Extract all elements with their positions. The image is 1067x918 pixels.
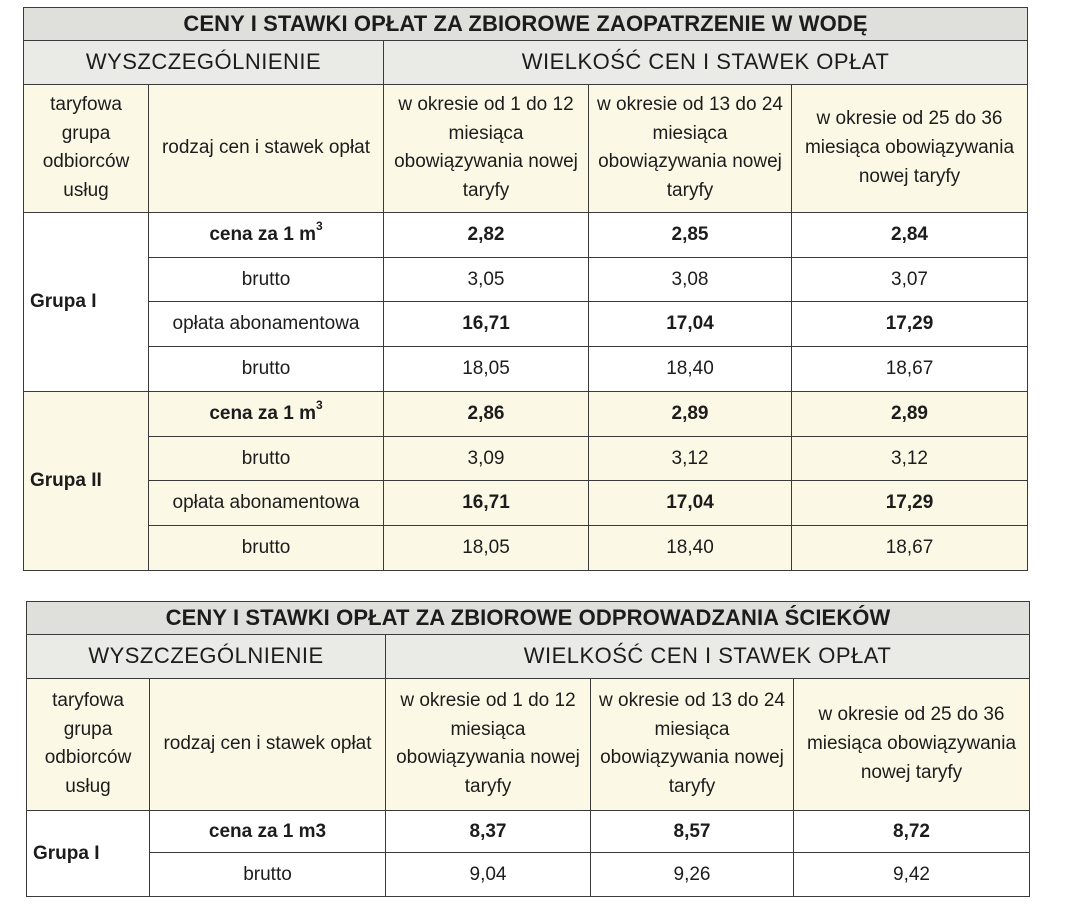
value-cell: 18,67 <box>792 346 1028 391</box>
row-label: cena za 1 $m^3$ <box>149 391 384 436</box>
row-label: brutto <box>149 525 384 570</box>
water-section-right: WIELKOŚĆ CEN I STAWEK OPŁAT <box>384 40 1028 84</box>
value-cell: 18,05 <box>384 346 589 391</box>
group-label: Grupa I <box>24 212 149 391</box>
water-section-left: WYSZCZEGÓLNIENIE <box>24 40 384 84</box>
row-label: brutto <box>149 346 384 391</box>
water-table-title: CENY I STAWKI OPŁAT ZA ZBIOROWE ZAOPATRZENIE W WODĘ <box>24 8 1028 41</box>
table-row <box>24 346 1028 391</box>
sewage-section-right: WIELKOŚĆ CEN I STAWEK OPŁAT <box>386 634 1030 678</box>
row-label: cena za 1 m3 <box>150 810 386 852</box>
value-cell: 8,37 <box>386 810 591 852</box>
value-cell: 2,82 <box>384 212 589 257</box>
value-cell: 17,04 <box>589 480 792 525</box>
row-label: brutto <box>149 436 384 480</box>
value-cell: 17,04 <box>589 301 792 346</box>
row-label: opłata abonamentowa <box>149 301 384 346</box>
value-cell: 17,29 <box>792 480 1028 525</box>
value-cell: 2,89 <box>792 391 1028 436</box>
value-cell: 2,84 <box>792 212 1028 257</box>
value-cell: 3,12 <box>792 436 1028 480</box>
value-cell: 8,57 <box>591 810 794 852</box>
value-cell: 9,26 <box>591 852 794 896</box>
value-cell: 3,12 <box>589 436 792 480</box>
table-row <box>27 810 1030 852</box>
sewage-header-type: rodzaj cen i stawek opłat <box>150 678 386 810</box>
value-cell: 3,07 <box>792 257 1028 301</box>
sewage-header-period-1: w okresie od 1 do 12 miesiąca obowiązywania nowej taryfy <box>386 678 591 810</box>
water-header-group: taryfowa grupa odbiorców usług <box>24 84 149 212</box>
water-header-period-2: w okresie od 13 do 24 miesiąca obowiązywania nowej taryfy <box>589 84 792 212</box>
value-cell: 9,42 <box>794 852 1030 896</box>
group-label: Grupa II <box>24 391 149 570</box>
water-header-type: rodzaj cen i stawek opłat <box>149 84 384 212</box>
table-row <box>24 257 1028 301</box>
water-header-period-1: w okresie od 1 do 12 miesiąca obowiązywania nowej taryfy <box>384 84 589 212</box>
value-cell: 17,29 <box>792 301 1028 346</box>
value-cell: 3,05 <box>384 257 589 301</box>
value-cell: 2,89 <box>589 391 792 436</box>
table-row <box>24 391 1028 436</box>
water-header-period-3: w okresie od 25 do 36 miesiąca obowiązywania nowej taryfy <box>792 84 1028 212</box>
sewage-header-group: taryfowa grupa odbiorców usług <box>27 678 150 810</box>
value-cell: 9,04 <box>386 852 591 896</box>
value-cell: 18,05 <box>384 525 589 570</box>
value-cell: 18,67 <box>792 525 1028 570</box>
group-label: Grupa I <box>27 810 150 896</box>
row-label: brutto <box>150 852 386 896</box>
value-cell: 18,40 <box>589 525 792 570</box>
sewage-table-title: CENY I STAWKI OPŁAT ZA ZBIOROWE ODPROWADZANIA ŚCIEKÓW <box>27 602 1030 635</box>
sewage-header-period-3: w okresie od 25 do 36 miesiąca obowiązywania nowej taryfy <box>794 678 1030 810</box>
value-cell: 3,08 <box>589 257 792 301</box>
table-row <box>24 212 1028 257</box>
table-row <box>24 436 1028 480</box>
table-row <box>24 480 1028 525</box>
value-cell: 18,40 <box>589 346 792 391</box>
table-row <box>27 852 1030 896</box>
sewage-section-left: WYSZCZEGÓLNIENIE <box>27 634 386 678</box>
row-label: opłata abonamentowa <box>149 480 384 525</box>
sewage-header-period-2: w okresie od 13 do 24 miesiąca obowiązywania nowej taryfy <box>591 678 794 810</box>
value-cell: 3,09 <box>384 436 589 480</box>
sewage-tariff-table <box>26 601 1030 897</box>
table-row <box>24 301 1028 346</box>
table-row <box>24 525 1028 570</box>
row-label: cena za 1 $m^3$ <box>149 212 384 257</box>
value-cell: 2,86 <box>384 391 589 436</box>
value-cell: 16,71 <box>384 480 589 525</box>
value-cell: 8,72 <box>794 810 1030 852</box>
value-cell: 16,71 <box>384 301 589 346</box>
row-label: brutto <box>149 257 384 301</box>
water-tariff-table <box>23 7 1028 571</box>
value-cell: 2,85 <box>589 212 792 257</box>
